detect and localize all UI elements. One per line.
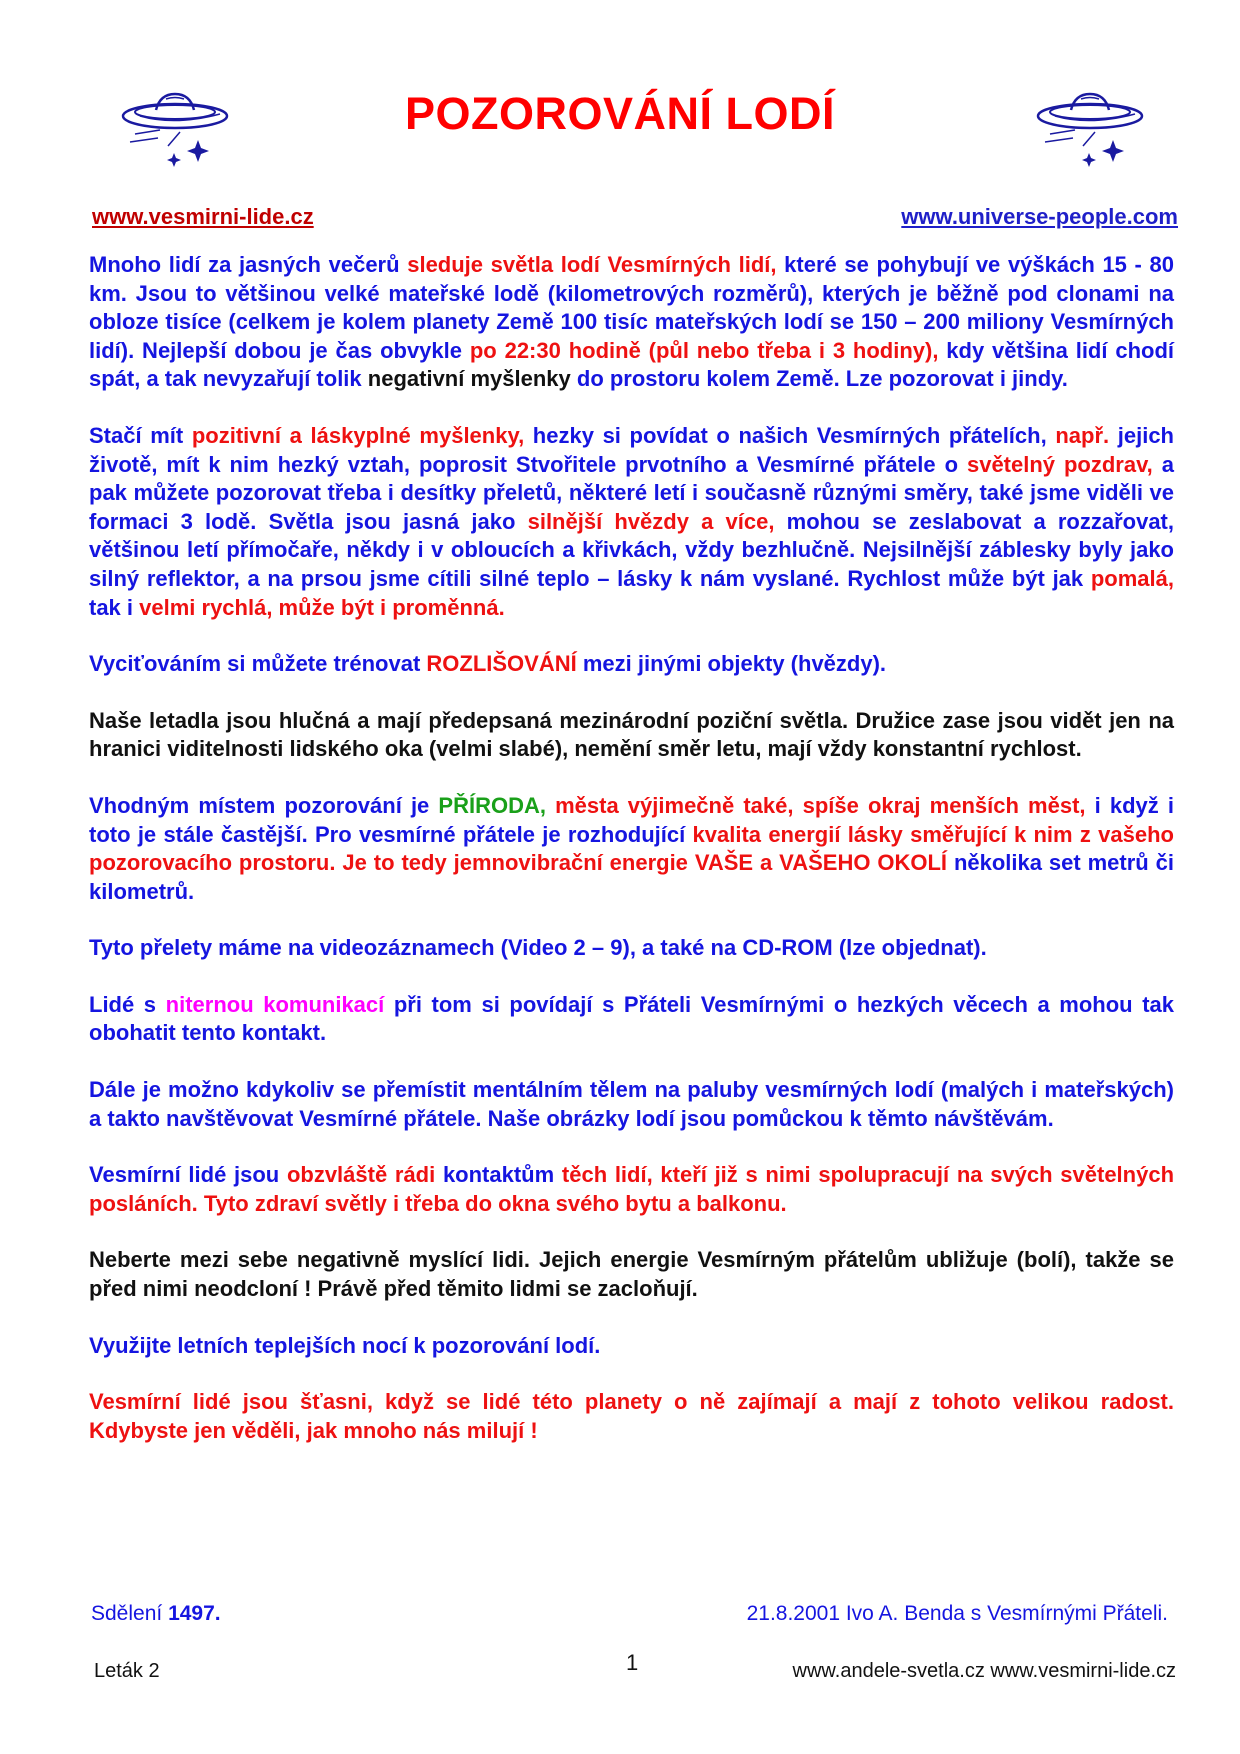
text-segment: negativní myšlenky [367, 366, 571, 392]
text-segment: např. [1055, 422, 1110, 448]
text-segment: Vhodným místem pozorování je [89, 792, 439, 818]
text-segment: hezky si povídat o našich Vesmírných přátelích, [524, 422, 1056, 448]
page-title: POZOROVÁNÍ LODÍ [404, 88, 835, 139]
leaflet-body [89, 251, 1174, 1473]
paragraph [89, 792, 1174, 906]
paragraph [89, 1332, 1174, 1361]
text-segment: těch lidí, kteří již s nimi spolupracují na svých světelných posláních. Tyto zdraví světly i třeba do okna svého bytu a balkonu. [89, 1162, 1175, 1216]
text-segment: kdy většina lidí chodí spát, a tak nevyzařují tolik [89, 337, 1174, 392]
text-segment: Využijte letních teplejších nocí k pozorování lodí. [89, 1332, 601, 1358]
text-segment: pozitivní a láskyplné myšlenky, [191, 422, 525, 448]
text-segment: města výjimečně také, spíše okraj menších měst, [545, 792, 1086, 818]
text-segment: Dále je možno kdykoliv se přemístit mentálním tělem na paluby vesmírných lodí (malých i mateřských) a takto navštěvovat Vesmírné přátele. Naše obrázky lodí jsou pomůckou k těmto návštěvám. [89, 1077, 1174, 1131]
footer-links: www.andele-svetla.cz www.vesmirni-lide.cz [792, 1660, 1176, 1682]
paragraph [89, 1388, 1174, 1445]
text-segment: ROZLIŠOVÁNÍ [426, 651, 577, 677]
text-segment: Vyciťováním si můžete trénovat [89, 651, 427, 677]
paragraph [89, 991, 1174, 1048]
message-number: 1497. [168, 1602, 221, 1625]
text-segment: při tom si povídají s Přáteli Vesmírnými o hezkých věcech a mohou tak obohatit tento kontakt. [89, 991, 1174, 1046]
text-segment: i když i toto je stále častější. Pro vesmírné přátele je rozhodující [89, 792, 1174, 847]
text-segment: Lidé s [89, 991, 166, 1017]
text-segment: kvalita energií lásky směřující k nim z vašeho pozorovacího prostoru. Je to tedy jemnovibrační energie VAŠE a VAŠEHO OKOLÍ [89, 821, 1174, 876]
text-segment: několika set metrů či kilometrů. [89, 850, 1174, 904]
text-segment: Vesmírní lidé jsou [89, 1162, 287, 1188]
paragraph [89, 650, 1174, 679]
page-number: 1 [626, 1650, 639, 1675]
text-segment: Vesmírní lidé jsou šťasni, když se lidé této planety o ně zajímají a mají z tohoto velikou radost. Kdybyste jen věděli, jak mnoho nás milují ! [89, 1389, 1174, 1443]
text-segment: světelný pozdrav, [966, 451, 1153, 477]
website-link-universe-people[interactable]: www.universe-people.com [901, 204, 1178, 229]
text-segment: Stačí mít [89, 422, 192, 448]
text-segment: silnější hvězdy a více, [527, 508, 775, 534]
text-segment: obzvláště rádi [286, 1162, 436, 1188]
paragraph [89, 934, 1174, 963]
message-signature: Sdělení 1497. [91, 1602, 221, 1625]
text-segment: Mnoho lidí za jasných večerů [89, 252, 408, 277]
paragraph [89, 1246, 1174, 1303]
text-segment: po 22:30 hodině (půl nebo třeba i 3 hodiny), [469, 337, 939, 363]
paragraph [89, 707, 1174, 764]
text-segment: jejich životě, mít k nim hezký vztah, poprosit Stvořitele prvotního a Vesmírné přátele o [89, 422, 1174, 477]
text-segment: pomalá, [1090, 565, 1174, 591]
leaflet-number: Leták 2 [94, 1660, 160, 1682]
date-author: 21.8.2001 Ivo A. Benda s Vesmírnými Přáteli. [746, 1602, 1168, 1625]
text-segment: velmi rychlá, může být i proměnná. [139, 594, 505, 620]
text-segment: Naše letadla jsou hlučná a mají předepsaná mezinárodní poziční světla. Družice zase jsou vidět jen na hranici viditelnosti lidského oka (velmi slabé), nemění směr letu, mají vždy konstantní rychlost. [89, 707, 1174, 762]
text-segment: PŘÍRODA, [438, 792, 546, 818]
text-segment: mezi jinými objekty (hvězdy). [576, 651, 887, 677]
text-segment: tak i [89, 594, 140, 620]
text-segment: které se pohybují ve výškách 15 - 80 km. Jsou to většinou velké mateřské lodě (kilometrových rozměrů), kterých je běžně pod clonami na obloze tisíce (celkem je kolem planety Země 100 tisíc mateřských lodí se 150 – 200 miliony Vesmírných lidí). Nejlepší dobou je čas obvykle [89, 252, 1175, 363]
website-link-vesmirni-lide[interactable]: www.vesmirni-lide.cz [92, 204, 314, 229]
text-segment: niternou komunikací [165, 991, 385, 1017]
text-segment: a pak můžete pozorovat třeba i desítky přeletů, některé letí i současně různými směry, také jsme viděli ve formaci 3 lodě. Světla jsou jasná jako [89, 451, 1174, 534]
text-segment: Neberte mezi sebe negativně myslící lidi. Jejich energie Vesmírným přátelům ubližuje (bolí), takže se před nimi neodcloní ! Právě před těmito lidmi se zacloňují. [89, 1247, 1174, 1302]
text-segment: kontaktům [435, 1162, 562, 1188]
text-segment: do prostoru kolem Země. Lze pozorovat i jindy. [570, 366, 1068, 392]
text-segment: mohou se zeslabovat a rozzařovat, většinou letí přímočaře, někdy i v obloucích a křivkách, vždy bezhlučně. Nejsilnější záblesky byly jako silný reflektor, a na prsou jsme cítili silné teplo – lásky k nám vyslané. Rychlost může být jak [89, 508, 1174, 591]
paragraph [89, 1076, 1174, 1133]
paragraph [89, 1161, 1174, 1218]
paragraph [89, 251, 1174, 394]
paragraph [89, 422, 1174, 622]
text-segment: sleduje světla lodí Vesmírných lidí, [407, 252, 777, 277]
text-segment: Tyto přelety máme na videozáznamech (Video 2 – 9), a také na CD-ROM (lze objednat). [89, 935, 987, 961]
